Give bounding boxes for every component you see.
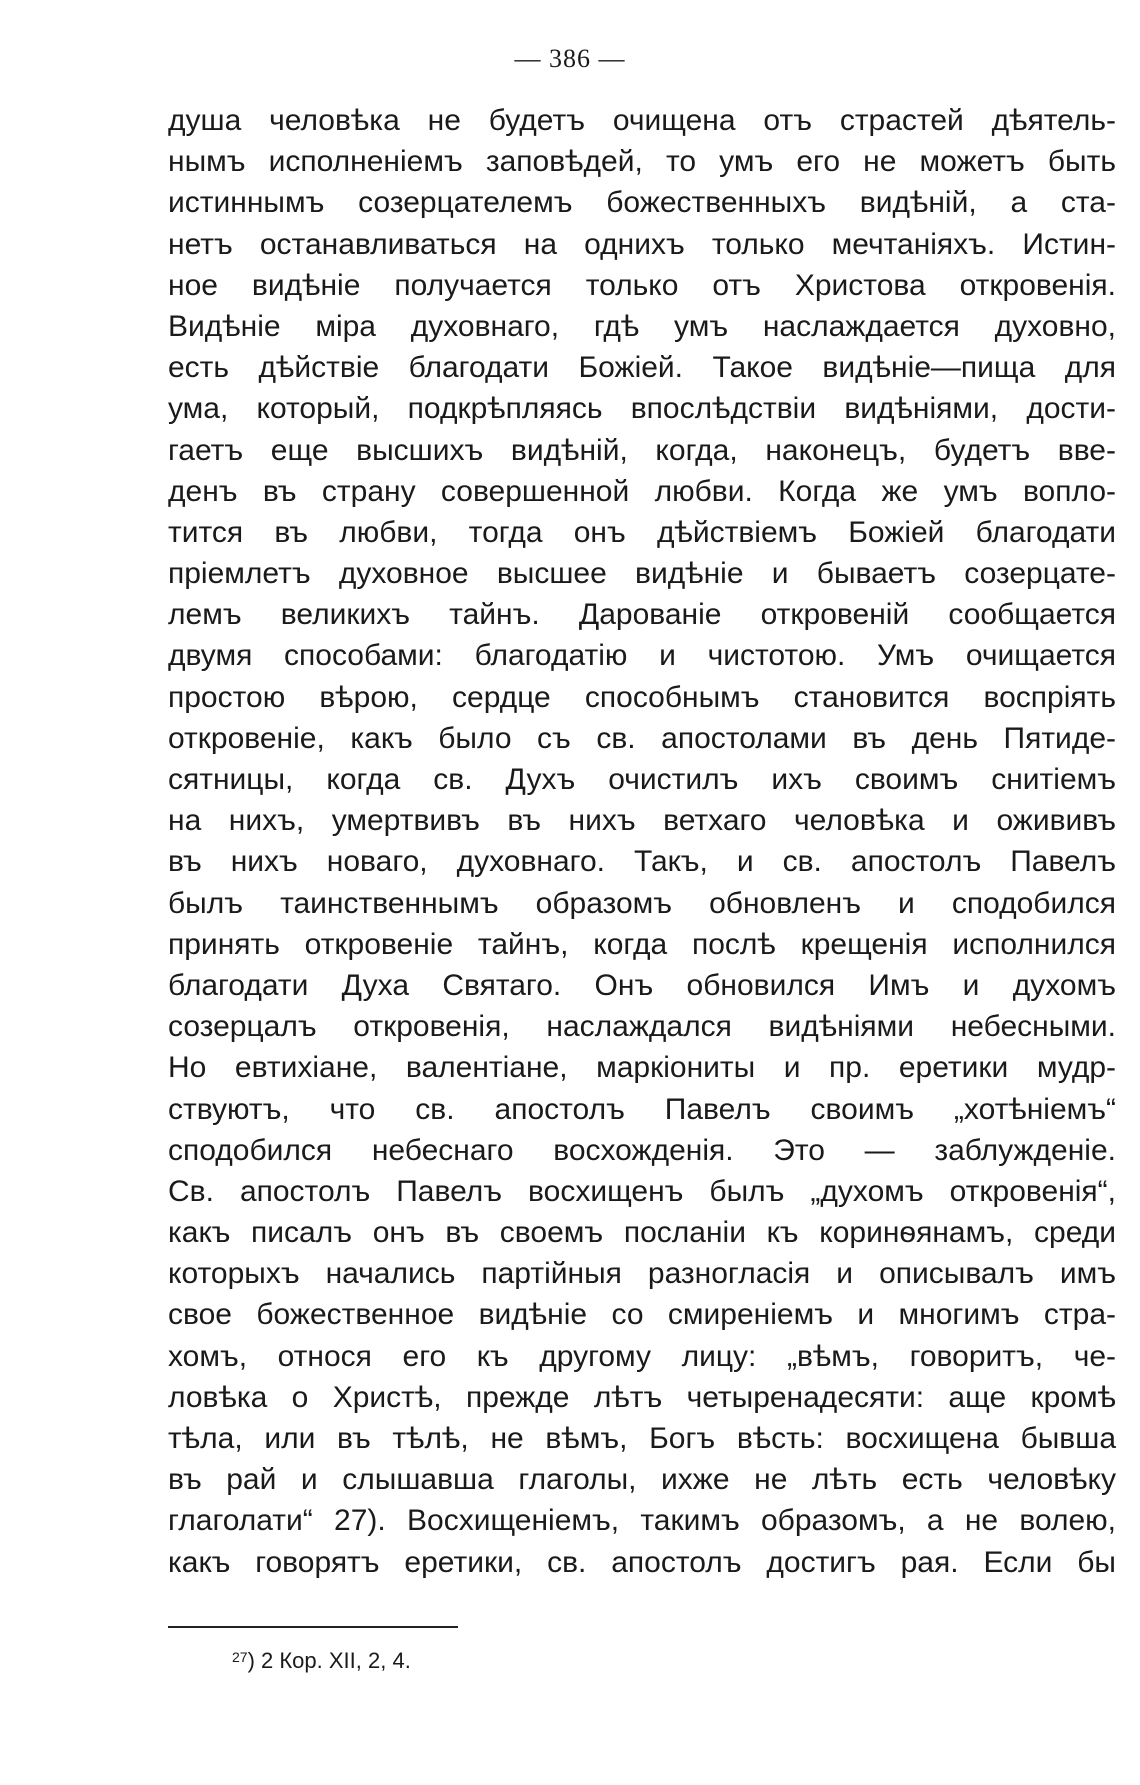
text-line: ловѣка о Христѣ, прежде лѣтъ четыренадесяти: аще кромѣ: [168, 1380, 1116, 1414]
text-line: двумя способами: благодатію и чистотою. Умъ очищается: [168, 639, 1116, 673]
text-line: глаголати“ 27). Восхищеніемъ, такимъ образомъ, а не волею,: [168, 1504, 1116, 1538]
text-line: принять откровеніе тайнъ, когда послѣ крещенія исполнился: [168, 927, 1116, 961]
page-number: — 386 —: [514, 44, 626, 73]
footnote-marker: 27: [232, 1649, 248, 1665]
footnote: [232, 1646, 411, 1676]
text-line: Видѣніе міра духовнаго, гдѣ умъ наслаждается духовно,: [168, 309, 1116, 343]
text-line: Св. апостолъ Павелъ восхищенъ былъ „духомъ откровенія“,: [168, 1174, 1116, 1208]
text-line: на нихъ, умертвивъ въ нихъ ветхаго человѣка и ожививъ: [168, 804, 1116, 838]
footnote-text: ) 2 Кор. XII, 2, 4.: [247, 1648, 411, 1673]
text-line: сподобился небеснаго восхожденія. Это — заблужденіе.: [168, 1133, 1116, 1167]
text-line: въ рай и слышавша глаголы, ихже не лѣть есть человѣку: [168, 1463, 1116, 1497]
text-line: былъ таинственнымъ образомъ обновленъ и сподобился: [168, 886, 1116, 920]
text-line: душа человѣка не будетъ очищена отъ страстей дѣятель-: [168, 104, 1116, 137]
text-line: сятницы, когда св. Духъ очистилъ ихъ своимъ снитіемъ: [168, 763, 1116, 796]
text-line: ное видѣніе получается только отъ Христова откровенія.: [168, 268, 1116, 302]
text-line: созерцалъ откровенія, наслаждался видѣніями небесными.: [168, 1010, 1116, 1044]
text-line: какъ писалъ онъ въ своемъ посланіи къ коринѳянамъ, среди: [168, 1216, 1116, 1250]
text-line: лемъ великихъ тайнъ. Дарованіе откровеній сообщается: [168, 598, 1116, 632]
text-line: ствуютъ, что св. апостолъ Павелъ своимъ „хотѣніемъ“: [168, 1092, 1116, 1126]
text-line: пріемлетъ духовное высшее видѣніе и бываетъ созерцате-: [168, 557, 1116, 591]
footnote-separator: [168, 1626, 458, 1628]
text-line: есть дѣйствіе благодати Божіей. Такое видѣніе—пища для: [168, 351, 1116, 385]
text-line: истиннымъ созерцателемъ божественныхъ видѣній, а ста-: [168, 186, 1116, 220]
text-line: благодати Духа Святаго. Онъ обновился Имъ и духомъ: [168, 968, 1116, 1002]
text-line: гаетъ еще высшихъ видѣній, когда, наконецъ, будетъ вве-: [168, 433, 1116, 467]
text-line: какъ говорятъ еретики, св. апостолъ достигъ рая. Если бы: [168, 1545, 1116, 1579]
text-line: свое божественное видѣніе со смиреніемъ и многимъ стра-: [168, 1298, 1116, 1332]
text-line: откровеніе, какъ было съ св. апостолами въ день Пятиде-: [168, 721, 1116, 755]
text-line: ума, который, подкрѣпляясь впослѣдствіи видѣніями, дости-: [168, 392, 1116, 426]
main-text: [168, 100, 1116, 1583]
text-line: нетъ останавливаться на однихъ только мечтаніяхъ. Истин-: [168, 227, 1116, 261]
text-line: денъ въ страну совершенной любви. Когда же умъ вопло-: [168, 474, 1116, 508]
text-line: Но евтихіане, валентіане, маркіониты и пр. еретики мудр-: [168, 1051, 1116, 1085]
text-line: нымъ исполненіемъ заповѣдей, то умъ его не можетъ быть: [168, 145, 1116, 179]
text-line: тится въ любви, тогда онъ дѣйствіемъ Божіей благодати: [168, 515, 1116, 549]
text-line: которыхъ начались партійныя разногласія и описывалъ имъ: [168, 1257, 1116, 1291]
text-line: простою вѣрою, сердце способнымъ становится воспріять: [168, 680, 1116, 714]
text-line: хомъ, относя его къ другому лицу: „вѣмъ, говоритъ, че-: [168, 1339, 1116, 1373]
text-line: тѣла, или въ тѣлѣ, не вѣмъ, Богъ вѣсть: восхищена бывша: [168, 1422, 1116, 1455]
text-line: въ нихъ новаго, духовнаго. Такъ, и св. апостолъ Павелъ: [168, 845, 1116, 879]
